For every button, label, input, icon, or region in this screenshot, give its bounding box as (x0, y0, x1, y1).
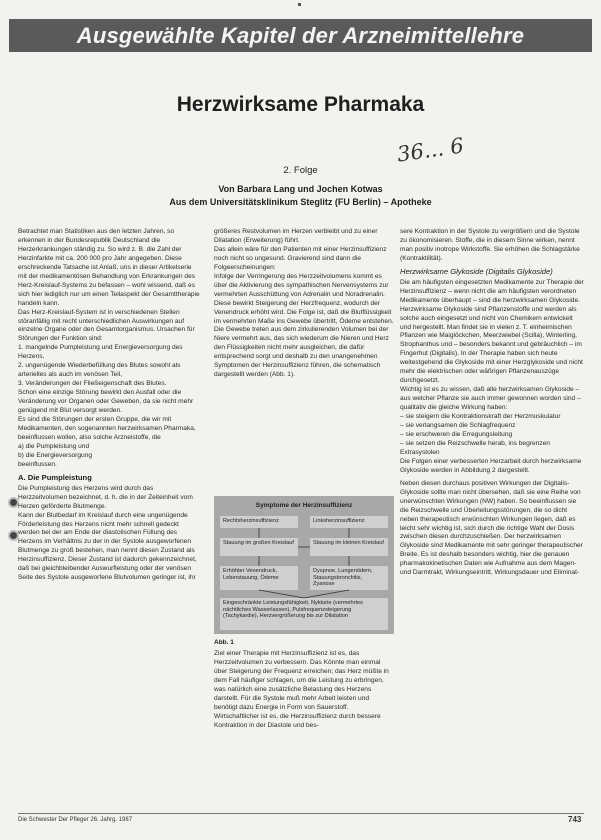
diagram-box: Eingeschränkte Leistungsfähigkeit, Nykturie (vermehrtes nächtliches Wasserlassen), Pulsfrequenzsteigerung (Tachykardie), Herzvergrößerung bis zur Dilatation (220, 598, 388, 630)
handwritten-note: 36... 6 (395, 133, 466, 167)
paragraph: Kann der Blutbedarf im Kreislauf durch eine ungenügende Förderleistung des Herzens nicht mehr schnell gedeckt werden bei der am Ende der diastolischen Füllung des Herzens im Verhältnis zu der in der Systole ausgeworfenen Blutmenge zu groß bestehen, man nennt diesen Zustand als Herzinsuffizienz. Dieser Zustand ist dadurch gekennzeichnet, daß bei gleichbleibender Auswurfleistung oder der venösen Seite des Systole ausgeworfene Blutvolumen geringer ist, ihr (18, 511, 197, 582)
authors: Von Barbara Lang und Jochen Kotwas (218, 184, 383, 194)
byline (0, 183, 601, 209)
column-2-continued (214, 650, 394, 731)
figure-title: Symptome der Herzinsuffizienz (255, 502, 353, 509)
paragraph: Die am häufigsten eingesetzten Medikamente zur Therapie der Herzinsuffizienz – wenn nicht die am häufigsten verordneten Medikamente überhaupt – sind die herzwirksamen Glykoside. Herzwirksame Glykoside sind Pflanzenstoffe und werden als solche auch eingesetzt und nicht von Chemikern entwickelt und hergestellt. Man findet sie in vielen z. T. einheimischen Pflanzen wie Maiglöckchen, Meerzwiebel (Scilla), Winterling, Strophanthus und – besonders bekannt und gebräuchlich – im Fingerhut (Digitalis). In der Therapie haben sich heute weitestgehend die Glykoside mit einer Herzglykoside und nicht mehr die elektrischen oder wäßrigen Pflanzenauszüge durchgesetzt. (400, 278, 584, 385)
diagram-box: Linksherzinsuffizienz (310, 516, 388, 528)
list-item: – sie setzen die Reizschwelle herab, ins begrenzen Extrasystolen (400, 439, 550, 456)
paragraph: Ziel einer Therapie mit Herzinsuffizienz ist es, das Herzzeitvolumen zu verbessern. Das Könnte man einmal über Steigerung der Frequenz erreichen; das Herz müßte in dem Fall häufiger schlagen, um die Leistung zu erbringen, was natürlich eine zusätzliche Belastung des Herzens darstellt. Für die Systole muß mehr Arbeit leisten und benötigt dazu Energie in Form von Sauerstoff. Wirtschaftlicher ist es, die Herzinsuffizienz durch bessere Kontraktion in der Diastole und bes- (214, 650, 389, 729)
paragraph: Es sind die Störungen der ersten Gruppe, die wir mit Medikamenten, den sogenannten herzwirksamen Pharmaka, beeinflussen wollen, also solche Arzneistoffe, die (18, 416, 196, 441)
diagram-box: Dyspnoe, Lungenödem, Stauungsbronchitis, Zyanose (310, 566, 388, 590)
column-2 (214, 228, 394, 380)
list-item: – sie verlangsamen die Schlagfrequenz (400, 422, 516, 430)
figure-caption: Abb. 1 (214, 639, 234, 646)
paragraph: Schon eine einzige Störung bewirkt den Ausfall oder die Veränderung vor Organen oder Geweben, da sie nicht mehr genügend mit Blut versorgt werden. (18, 389, 194, 415)
footer-rule (18, 813, 584, 814)
figure-1-diagram (214, 496, 394, 634)
paragraph: Wichtig ist es zu wissen, daß alle herzwirksamen Glykoside – aus welcher Pflanze sie auch immer gewonnen worden sind – qualitativ die gleiche Wirkung haben: (400, 386, 581, 412)
paragraph: beeinflussen. (18, 460, 57, 468)
diagram-box: Rechtsherzinsuffizienz (220, 516, 298, 528)
page-number: 743 (568, 815, 582, 824)
list-item: 1. mangelnde Pumpleistung und Energieversorgung des Herzens, (18, 344, 183, 361)
section-heading: A. Die Pumpleistung (18, 472, 92, 482)
paragraph: größeres Restvolumen im Herzen verbleibt und zu einer Dilatation (Erweiterung) führt. (214, 228, 378, 244)
paragraph: Neben diesen durchaus positiven Wirkungen der Digitalis-Glykoside sollte man nicht übersehen, daß sie eine Reihe von unerwünschten Wirkungen (NW) haben. So beeinflussen sie die Reizschwelle und Überleitungsstörungen, die so dicht neben therapeutisch erwünschten Wirkungen liegen, daß es leicht sehr wichtig ist, sich durch die richtige Wahl der Dosis zwischen diesen durchzuschießen. Der herzwirksamen Glykoside sind Medikamente mit sehr geringer therapeutischer Breite. Es ist deshalb besonders wichtig, hier die genauen pharmakokinetischen Daten wie Aufnahme aus dem Magen- und Darmtrakt, Wirkungseintritt, Wirkungsdauer und Eliminat- (400, 479, 583, 577)
paragraph: Die Pumpleistung des Herzens wird durch das Herzzeitvolumen bezeichnet, d. h. die in der Zeiteinheit vom Herzen geförderte Blutmenge. (18, 484, 193, 510)
column-1 (18, 228, 200, 583)
list-item: b) die Energieversorgung (18, 451, 93, 459)
list-item: 3. Veränderungen der Fließeigenschaft des Blutes. (18, 380, 167, 388)
series-title: Ausgewählte Kapitel der Arzneimittellehre (76, 22, 525, 48)
diagram-box: Erhöhter Venendruck, Leberstauung, Ödeme (220, 566, 298, 590)
list-item: – sie steigern die Kontraktionskraft der Herzmuskulatur (400, 413, 561, 421)
paragraph: Das allein wäre für den Patienten mit einer Herzinsuffizienz noch nicht so ungesund. Gravierend sind dann die Folgeerscheinungen: (214, 245, 387, 271)
affiliation: Aus dem Universitätsklinikum Steglitz (FU Berlin) – Apotheke (169, 197, 432, 207)
article-title: Herzwirksame Pharmaka (176, 93, 425, 116)
scan-speck (298, 3, 301, 6)
paragraph: Die Folgen einer verbesserten Herzarbeit durch herzwirksame Glykoside werden in Abbildung 2 dargestellt. (400, 457, 582, 474)
list-item: 2. ungenügende Wiederbefüllung des Blutes sowohl als arterielles als auch im venösen Teil, (18, 362, 181, 379)
series-header-band (9, 19, 592, 52)
journal-citation: Die Schwester Der Pfleger 26. Jahrg. 1987 (18, 817, 133, 823)
section-heading: Herzwirksame Glykoside (Digitalis Glykoside) (400, 266, 553, 276)
paragraph: Betrachtet man Statistiken aus den letzten Jahren, so erkennen in der Bundesrepublik Deutschland die Herzerkrankungen ständig zu. So wird z. B. die Zahl der Herzinfarkte mit ca. 200 000 pro Jahr angegeben. Diese erschreckende Tatsache ist Anlaß, uns in dieser Artikelserie mit der medikamentösen Behandlung von Erkrankungen des Herz-Kreislauf-Systems zu befassen – wohl wissend, daß es sich hier lediglich nur um einen Teilaspekt der Gesamttherapie handeln kann. (18, 228, 200, 307)
diagram-box: Stauung im großen Kreislauf (220, 538, 298, 556)
paragraph: Das Herz-Kreislauf-System ist in verschiedenen Stellen störanfällig mit recht unterschiedlichen Auswirkungen auf einzelne Organe oder den Gesamtorganismus. Ursachen für Störungen der Funktion sind: (18, 308, 195, 343)
list-item: – sie erschweren die Erregungsleitung (400, 430, 513, 438)
paragraph: Infolge der Verringerung des Herzzeitvolumens kommt es über die Aktivierung des sympathischen Nervensystems zur vermehrten Ausschüttung von Adrenalin und Noradrenalin. Diese bewirkt Steigerung der Herzfrequenz, wodurch der Venendruck erhöht wird. Die Folge ist, daß die Blutflüssigkeit im vermehrten Maße ins Gewebe übertritt, Ödeme entstehen. Die Gewebe treten aus dem zirkulierenden Volumen bei der Niere vermehrt aus, das sich wiederum die Nieren und Herz den Flüssigkeiten nicht mehr ausgleichen, die dafür entsprechend sorgt und deshalb zu den unangenehmen Symptomen der Herzinsuffizienz führen, die schematisch dargestellt werden (Abb. 1). (214, 272, 394, 379)
column-3 (400, 228, 584, 578)
paragraph: sere Kontraktion in der Systole zu vergrößern und die Systole zu ökonomisieren. Stoffe, die in diesem Sinne wirken, nennt man positiv inotrope Wirkstoffe. Sie erhöhen die Schlagstärke (Kontraktilität). (400, 228, 580, 262)
list-item: a) die Pumpleistung und (18, 442, 90, 450)
diagram-box: Stauung im kleinen Kreislauf (310, 538, 388, 556)
article-part: 2. Folge (283, 165, 318, 176)
diagram-arrows (214, 496, 394, 634)
